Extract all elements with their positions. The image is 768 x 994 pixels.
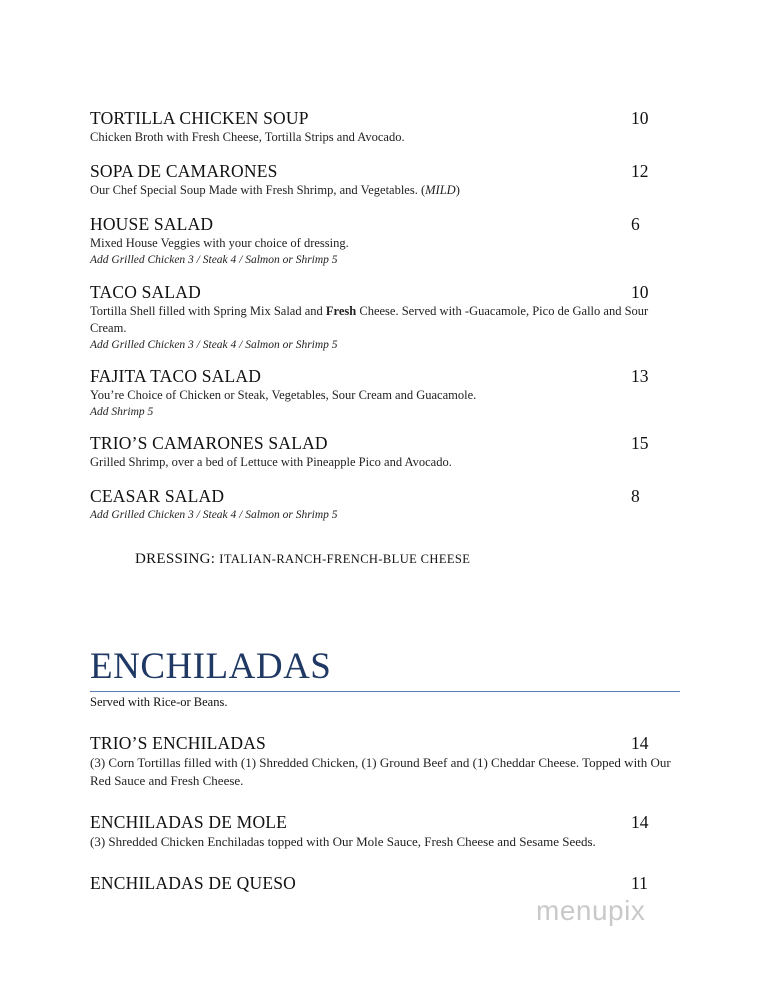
menu-item [90, 732, 680, 790]
desc-text: Cheese. Served with -Guacamole, Pico de Gallo and Sour Cream. [90, 304, 649, 335]
item-description: Chicken Broth with Fresh Cheese, Tortilla Strips and Avocado. [90, 130, 405, 144]
menu-item [90, 213, 680, 268]
item-description: Grilled Shrimp, over a bed of Lettuce with Pineapple Pico and Avocado. [90, 455, 452, 469]
item-description [90, 182, 680, 199]
desc-bold: Fresh [325, 304, 357, 318]
desc-emphasis: MILD [425, 183, 456, 197]
item-name: TRIO’S CAMARONES SALAD [90, 433, 328, 453]
menu-item [90, 811, 680, 851]
desc-text: Tortilla Shell filled with Spring Mix Salad and [90, 304, 326, 318]
item-price: 10 [631, 282, 649, 302]
menu-item [90, 485, 680, 523]
item-price: 10 [631, 108, 649, 128]
item-description: (3) Shredded Chicken Enchiladas topped with Our Mole Sauce, Fresh Cheese and Sesame Seeds. [90, 834, 596, 849]
item-addon: Add Grilled Chicken 3 / Steak 4 / Salmon or Shrimp 5 [90, 509, 338, 521]
menu-item [90, 872, 680, 894]
item-name: FAJITA TACO SALAD [90, 366, 262, 386]
menu-item [90, 365, 680, 420]
menu-item [90, 160, 680, 199]
item-price: 12 [631, 161, 649, 181]
dressing-label: DRESSING: [135, 551, 216, 567]
desc-text: Our Chef Special Soup Made with Fresh Shrimp, and Vegetables. ( [90, 183, 426, 197]
item-name: SOPA DE CAMARONES [90, 161, 278, 181]
item-price: 11 [631, 873, 648, 893]
item-name: TACO SALAD [90, 282, 201, 302]
item-name: ENCHILADAS DE MOLE [90, 812, 288, 832]
item-price: 15 [631, 433, 649, 453]
item-description: (3) Corn Tortillas filled with (1) Shredded Chicken, (1) Ground Beef and (1) Cheddar Cheese. Topped with Our Red Sauce and Fresh Cheese. [90, 755, 671, 788]
watermark-logo: menupix [536, 895, 646, 926]
section-title: ENCHILADAS [90, 646, 332, 687]
item-name: HOUSE SALAD [90, 214, 214, 234]
menu-item [90, 432, 680, 471]
item-description [90, 303, 680, 337]
item-name: TRIO’S ENCHILADAS [90, 733, 266, 753]
item-name: CEASAR SALAD [90, 486, 225, 506]
item-name: TORTILLA CHICKEN SOUP [90, 108, 309, 128]
section-subtitle: Served with Rice-or Beans. [90, 695, 228, 709]
menu-item [90, 281, 680, 353]
item-description: Mixed House Veggies with your choice of dressing. [90, 236, 349, 250]
item-price: 14 [631, 733, 649, 753]
item-price: 8 [631, 486, 640, 506]
menu-item [90, 107, 680, 146]
item-addon: Add Shrimp 5 [90, 406, 154, 418]
section-divider [90, 691, 680, 692]
dressing-line [135, 551, 470, 568]
item-addon: Add Grilled Chicken 3 / Steak 4 / Salmon or Shrimp 5 [90, 339, 338, 351]
item-addon: Add Grilled Chicken 3 / Steak 4 / Salmon or Shrimp 5 [90, 254, 338, 266]
dressing-options: ITALIAN-RANCH-FRENCH-BLUE CHEESE [219, 552, 471, 566]
item-price: 6 [631, 214, 640, 234]
item-price: 13 [631, 366, 649, 386]
item-price: 14 [631, 812, 649, 832]
item-description: You’re Choice of Chicken or Steak, Vegetables, Sour Cream and Guacamole. [90, 388, 477, 402]
item-name: ENCHILADAS DE QUESO [90, 873, 297, 893]
desc-text: ) [455, 183, 460, 197]
